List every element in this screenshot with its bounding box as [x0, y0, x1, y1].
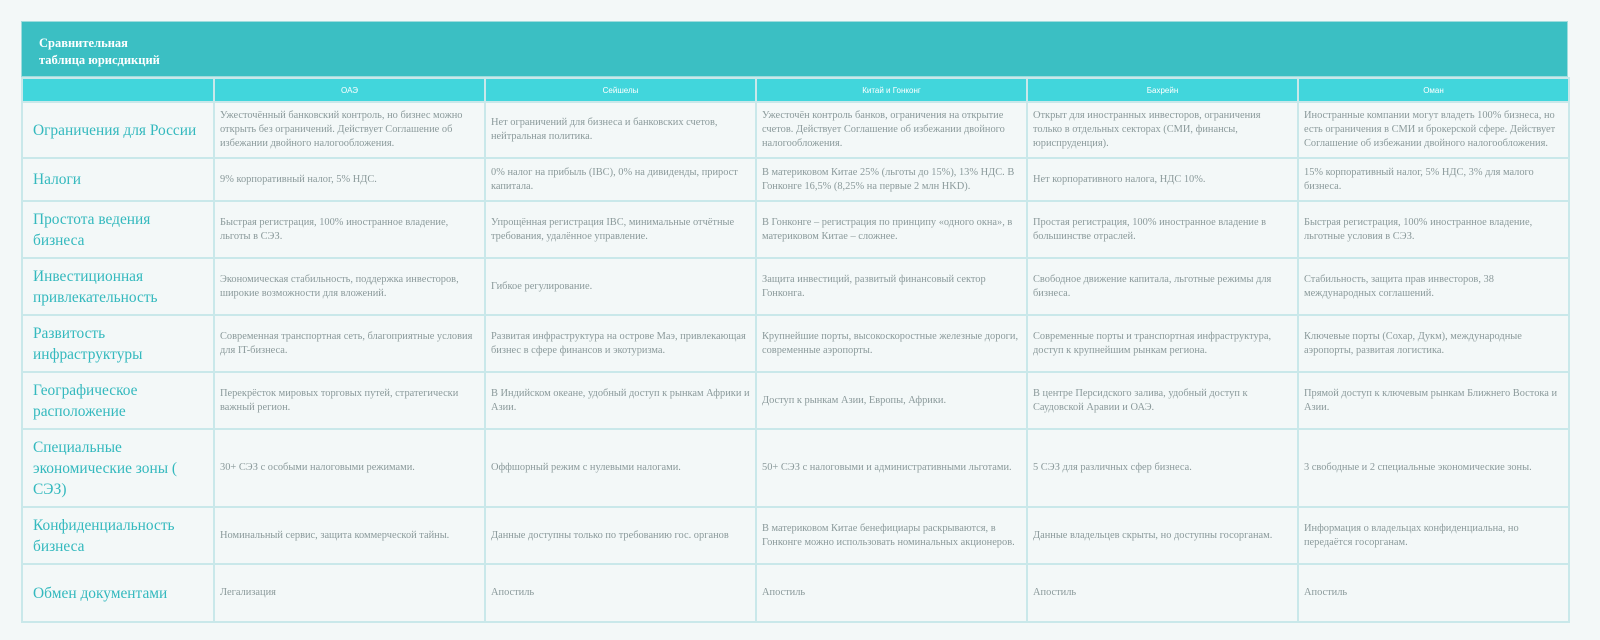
- table-cell: Быстрая регистрация, 100% иностранное владение, льготы в СЭЗ.: [214, 201, 485, 258]
- header-cell-seychelles: Сейшелы: [485, 78, 756, 102]
- table-cell: Ключевые порты (Сохар, Дукм), международные аэропорты, развитая логистика.: [1298, 315, 1569, 372]
- table-cell: В центре Персидского залива, удобный доступ к Саудовской Аравии и ОАЭ.: [1027, 372, 1298, 429]
- table-cell: Апостиль: [756, 564, 1027, 622]
- table-row: [22, 564, 1569, 622]
- table-row: [22, 429, 1569, 507]
- table-cell: В материковом Китае бенефициары раскрываются, в Гонконге можно использовать номинальных акционеров.: [756, 507, 1027, 564]
- table-cell: Оффшорный режим с нулевыми налогами.: [485, 429, 756, 507]
- table-cell: Данные владельцев скрыты, но доступны госорганам.: [1027, 507, 1298, 564]
- table-cell: Свободное движение капитала, льготные режимы для бизнеса.: [1027, 258, 1298, 315]
- table-cell: Апостиль: [485, 564, 756, 622]
- table-cell: В материковом Китае 25% (льготы до 15%), 13% НДС. В Гонконге 16,5% (8,25% на первые 2 млн HKD).: [756, 158, 1027, 201]
- table-cell: Развитая инфраструктура на острове Маэ, привлекающая бизнес в сфере финансов и экотуризма.: [485, 315, 756, 372]
- table-cell: Прямой доступ к ключевым рынкам Ближнего Востока и Азии.: [1298, 372, 1569, 429]
- table-cell: Открыт для иностранных инвесторов, ограничения только в отдельных секторах (СМИ, финансы, юриспруденция).: [1027, 102, 1298, 158]
- table-row: [22, 102, 1569, 158]
- table-cell: В Индийском океане, удобный доступ к рынкам Африки и Азии.: [485, 372, 756, 429]
- table-cell: Современные порты и транспортная инфраструктура, доступ к крупнейшим рынкам региона.: [1027, 315, 1298, 372]
- header-cell-uae: ОАЭ: [214, 78, 485, 102]
- table-cell: Доступ к рынкам Азии, Европы, Африки.: [756, 372, 1027, 429]
- row-header: Специальные экономические зоны ( СЭЗ): [22, 429, 214, 507]
- table-cell: Гибкое регулирование.: [485, 258, 756, 315]
- table-cell: Защита инвестиций, развитый финансовый сектор Гонконга.: [756, 258, 1027, 315]
- table-cell: Современная транспортная сеть, благоприятные условия для IT-бизнеса.: [214, 315, 485, 372]
- table-cell: Крупнейшие порты, высокоскоростные железные дороги, современные аэропорты.: [756, 315, 1027, 372]
- table-cell: 3 свободные и 2 специальные экономические зоны.: [1298, 429, 1569, 507]
- table-cell: Иностранные компании могут владеть 100% бизнеса, но есть ограничения в СМИ и брокерской сфере. Действует Соглашение об избежании двойного налогообложения.: [1298, 102, 1569, 158]
- table-cell: Простая регистрация, 100% иностранное владение в большинстве отраслей.: [1027, 201, 1298, 258]
- table-cell: Упрощённая регистрация IBC, минимальные отчётные требования, удалённое управление.: [485, 201, 756, 258]
- table-cell: Перекрёсток мировых торговых путей, стратегически важный регион.: [214, 372, 485, 429]
- table-cell: Нет ограничений для бизнеса и банковских счетов, нейтральная политика.: [485, 102, 756, 158]
- table-row: [22, 372, 1569, 429]
- table-cell: Апостиль: [1027, 564, 1298, 622]
- row-header: Инвестиционная привлекательность: [22, 258, 214, 315]
- table-cell: Данные доступны только по требованию гос. органов: [485, 507, 756, 564]
- table-cell: Номинальный сервис, защита коммерческой тайны.: [214, 507, 485, 564]
- header-row: [22, 78, 1569, 102]
- header-cell-empty: [22, 78, 214, 102]
- row-header: Простота ведения бизнеса: [22, 201, 214, 258]
- table-cell: Легализация: [214, 564, 485, 622]
- table-cell: Экономическая стабильность, поддержка инвесторов, широкие возможности для вложений.: [214, 258, 485, 315]
- table-cell: Ужесточённый банковский контроль, но бизнес можно открыть без ограничений. Действует Соглашение об избежании двойного налогообложения.: [214, 102, 485, 158]
- table-cell: Ужесточён контроль банков, ограничения на открытие счетов. Действует Соглашение об избежании двойного налогообложения.: [756, 102, 1027, 158]
- table-cell: 5 СЭЗ для различных сфер бизнеса.: [1027, 429, 1298, 507]
- header-cell-china-hongkong: Китай и Гонконг: [756, 78, 1027, 102]
- table-cell: 9% корпоративный налог, 5% НДС.: [214, 158, 485, 201]
- table-title-line-1: Сравнительная: [39, 36, 128, 50]
- header-cell-bahrain: Бахрейн: [1027, 78, 1298, 102]
- table-cell: Быстрая регистрация, 100% иностранное владение, льготные условия в СЭЗ.: [1298, 201, 1569, 258]
- table-cell: Стабильность, защита прав инвесторов, 38 международных соглашений.: [1298, 258, 1569, 315]
- row-header: Географическое расположение: [22, 372, 214, 429]
- comparison-table-container: [21, 21, 1568, 623]
- row-header: Развитость инфраструктуры: [22, 315, 214, 372]
- table-cell: 15% корпоративный налог, 5% НДС, 3% для малого бизнеса.: [1298, 158, 1569, 201]
- table-row: [22, 315, 1569, 372]
- table-cell: 30+ СЭЗ с особыми налоговыми режимами.: [214, 429, 485, 507]
- row-header: Ограничения для России: [22, 102, 214, 158]
- table-cell: Апостиль: [1298, 564, 1569, 622]
- table-row: [22, 507, 1569, 564]
- table-cell: 0% налог на прибыль (IBC), 0% на дивиденды, прирост капитала.: [485, 158, 756, 201]
- row-header: Налоги: [22, 158, 214, 201]
- jurisdiction-comparison-table: [21, 77, 1570, 623]
- table-row: [22, 258, 1569, 315]
- table-cell: 50+ СЭЗ с налоговыми и административными льготами.: [756, 429, 1027, 507]
- row-header: Конфиденциальность бизнеса: [22, 507, 214, 564]
- table-cell: Нет корпоративного налога, НДС 10%.: [1027, 158, 1298, 201]
- table-title-bar: [21, 21, 1568, 77]
- table-row: [22, 158, 1569, 201]
- row-header: Обмен документами: [22, 564, 214, 622]
- table-title-line-2: таблица юрисдикций: [39, 53, 160, 67]
- table-cell: Информация о владельцах конфиденциальна, но передаётся госорганам.: [1298, 507, 1569, 564]
- header-cell-oman: Оман: [1298, 78, 1569, 102]
- table-row: [22, 201, 1569, 258]
- table-cell: В Гонконге – регистрация по принципу «одного окна», в материковом Китае – сложнее.: [756, 201, 1027, 258]
